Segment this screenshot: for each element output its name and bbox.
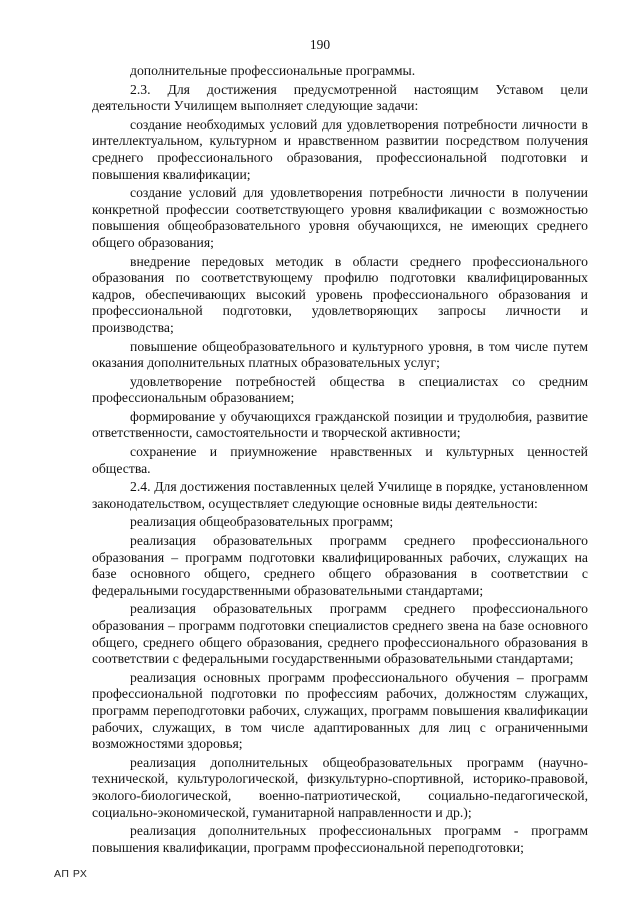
paragraph: реализация дополнительных общеобразовательных программ (научно-технической, культурологической, физкультурно-спортивной, историко-правовой, эколого-биологической, военно-патриотической, социально-педагогической, социально-экономической, гуманитарной направленности и др.); (92, 754, 588, 820)
paragraph: создание условий для удовлетворения потребности личности в получении конкретной профессии соответствующего уровня квалификации с возможностью повышения общеобразовательного уровня обучающихся, не имеющих среднего общего образования; (92, 185, 588, 250)
footer-mark: АП РХ (54, 868, 88, 880)
paragraph: реализация основных программ профессионального обучения – программ профессиональной подготовки по профессиям рабочих, должностям служащих, программ переподготовки рабочих, служащих, программ повышения квалификации рабочих, служащих, в том числе адаптированных для лиц с ограниченными возможностями здоровья; (92, 669, 588, 752)
paragraph: 2.3. Для достижения предусмотренной настоящим Уставом цели деятельности Училищем выполняет следующие задачи: (92, 81, 588, 114)
paragraph: формирование у обучающихся гражданской позиции и трудолюбия, развитие ответственности, самостоятельности и творческой активности; (92, 408, 588, 441)
paragraph: реализация общеобразовательных программ; (130, 514, 394, 530)
paragraph: реализация дополнительных профессиональных программ - программ повышения квалификации, программ профессиональной переподготовки; (92, 823, 588, 855)
paragraph: сохранение и приумножение нравственных и культурных ценностей общества. (92, 444, 588, 476)
paragraph: реализация образовательных программ среднего профессионального образования – программ подготовки специалистов среднего звена на базе основного общего, среднего общего образования, среднего профессионального образования в соответствии с федеральными государственными образовательными стандартами; (92, 601, 588, 667)
page-number: 190 (309, 37, 331, 52)
paragraph: дополнительные профессиональные программы. (130, 63, 416, 78)
paragraph: создание необходимых условий для удовлетворения потребности личности в интеллектуальном, культурном и нравственном развитии посредством получения среднего профессионального образования, профессиональной подготовки и повышения квалификации; (92, 116, 588, 182)
document-body (92, 63, 588, 856)
paragraph: внедрение передовых методик в области среднего профессионального образования по соответствующему профилю подготовки квалифицированных кадров, обеспечивающих высокий уровень профессионального образования и профессиональной подготовки, удовлетворяющих запросы личности и производства; (92, 253, 588, 335)
paragraph: 2.4. Для достижения поставленных целей Училище в порядке, установленном законодательством, осуществляет следующие основные виды деятельности: (92, 479, 588, 511)
paragraph: удовлетворение потребностей общества в специалистах со средним профессиональным образованием; (92, 373, 588, 406)
paragraph: повышение общеобразовательного и культурного уровня, в том числе путем оказания дополнительных платных образовательных услуг; (92, 338, 588, 371)
paragraph: реализация образовательных программ среднего профессионального образования – программ подготовки квалифицированных рабочих, служащих на базе основного общего, среднего общего образования в соответствии с федеральными государственными образовательными стандартами; (92, 533, 588, 598)
